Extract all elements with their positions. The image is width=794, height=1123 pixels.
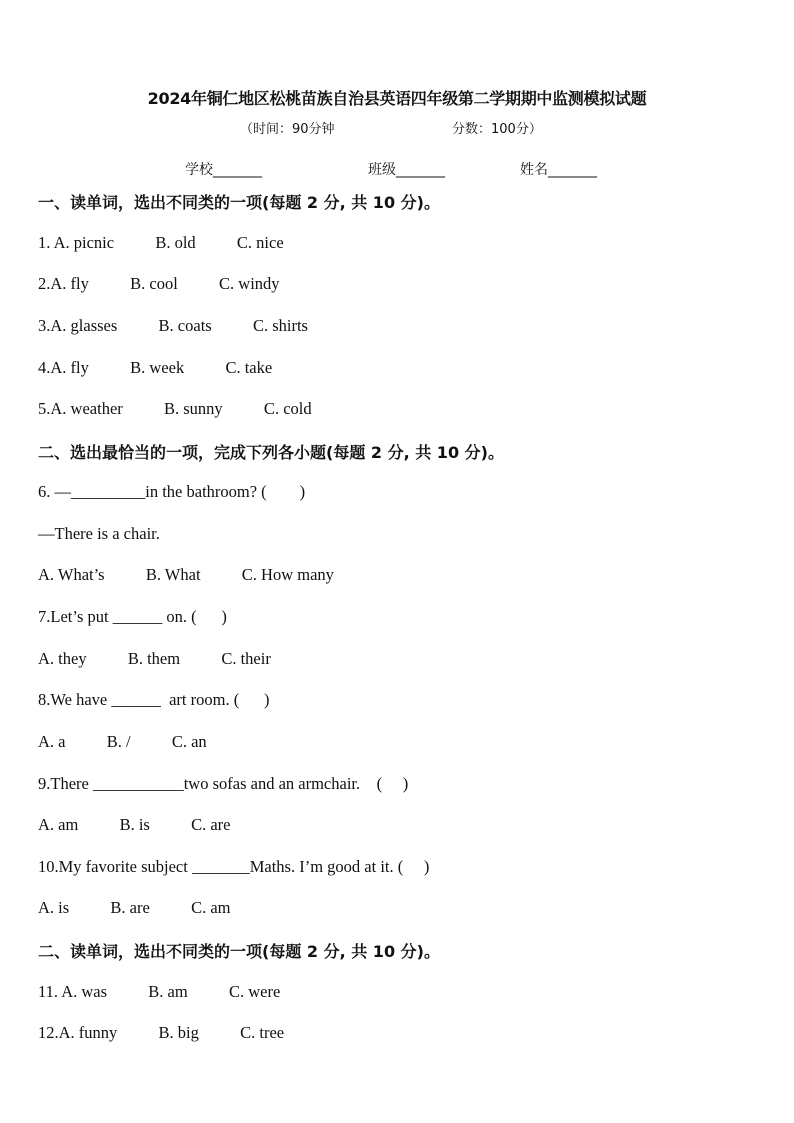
question-line: 3.A. glasses B. coats C. shirts (38, 316, 308, 335)
question-line: 5.A. weather B. sunny C. cold (38, 399, 312, 418)
exam-score: 分数：100分） (452, 122, 542, 137)
question-line: A. What’s B. What C. How many (38, 565, 334, 584)
section-heading: 一、读单词，选出不同类的一项(每题 2 分, 共 10 分)。 (38, 193, 440, 212)
exam-time: （时间：90分钟 (240, 122, 335, 137)
question-line: 7.Let’s put ______ on. ( ) (38, 607, 227, 626)
question-line: A. am B. is C. are (38, 815, 231, 834)
question-line: —There is a chair. (38, 524, 160, 543)
section-heading: 二、读单词，选出不同类的一项(每题 2 分, 共 10 分)。 (38, 942, 440, 961)
question-line: 10.My favorite subject _______Maths. I’m good at it. ( ) (38, 857, 430, 876)
question-line: 12.A. funny B. big C. tree (38, 1023, 285, 1042)
question-line: 1. A. picnic B. old C. nice (38, 233, 284, 252)
question-line: 4.A. fly B. week C. take (38, 358, 273, 377)
question-line: A. they B. them C. their (38, 649, 271, 668)
class-field: 班级_______ (368, 162, 445, 178)
section-heading: 二、选出最恰当的一项，完成下列各小题(每题 2 分, 共 10 分)。 (38, 443, 504, 462)
exam-title: 2024年铜仁地区松桃苗族自治县英语四年级第二学期期中监测模拟试题 (147, 89, 647, 108)
name-field: 姓名_______ (520, 162, 597, 178)
question-line: A. is B. are C. am (38, 898, 231, 917)
question-line: 9.There ___________two sofas and an armchair. ( ) (38, 774, 409, 793)
question-line: 11. A. was B. am C. were (38, 982, 281, 1001)
school-field: 学校_______ (185, 162, 262, 178)
question-line: 8.We have ______ art room. ( ) (38, 690, 270, 709)
question-line: A. a B. / C. an (38, 732, 207, 751)
question-line: 6. —_________in the bathroom? ( ) (38, 482, 306, 501)
question-line: 2.A. fly B. cool C. windy (38, 274, 280, 293)
